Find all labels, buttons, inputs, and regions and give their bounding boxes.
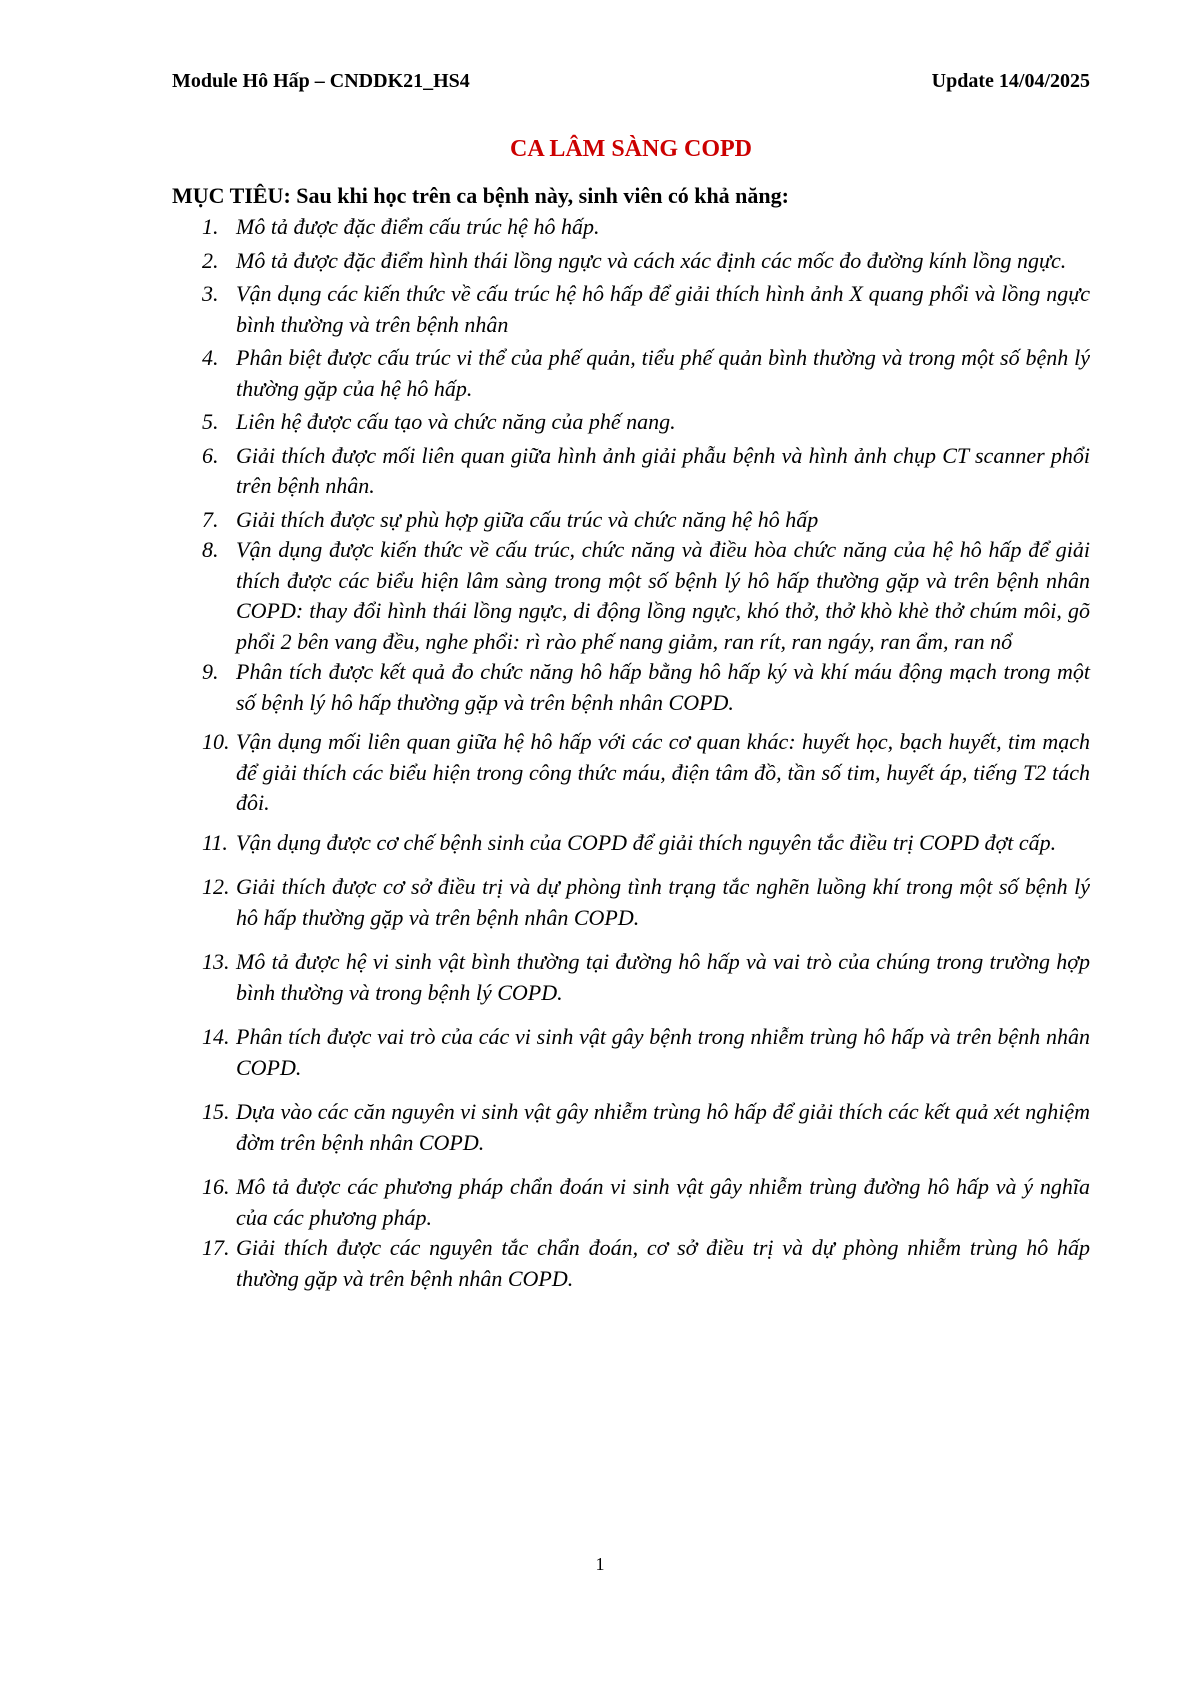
list-item-text: Giải thích được mối liên quan giữa hình ảnh giải phẫu bệnh và hình ảnh chụp CT scanner phổi trên bệnh nhân. (236, 442, 1090, 498)
list-item (172, 441, 1090, 502)
objective-heading (172, 183, 1090, 209)
list-item-number: 9. (202, 659, 219, 684)
list-item (172, 1022, 1090, 1083)
list-item (172, 407, 1090, 438)
list-item-text: Vận dụng được cơ chế bệnh sinh của COPD để giải thích nguyên tắc điều trị COPD đợt cấp. (236, 829, 1057, 855)
objectives-list (172, 212, 1090, 1294)
list-item-text: Dựa vào các căn nguyên vi sinh vật gây nhiễm trùng hô hấp để giải thích các kết quả xét nghiệm đờm trên bệnh nhân COPD. (236, 1099, 1090, 1155)
list-item-number: 17. (202, 1235, 230, 1260)
list-item-number: 13. (202, 949, 230, 974)
list-item-text: Vận dụng được kiến thức về cấu trúc, chức năng và điều hòa chức năng của hệ hô hấp để giải thích được các biểu hiện lâm sàng trong một số bệnh lý hô hấp thường gặp và trên bệnh nhân COPD: thay đổi hình thái lồng ngực, di động lồng ngực, khó thở, thở khò khè thở chúm môi, gõ phổi 2 bên vang đều, nghe phổi: rì rào phế nang giảm, ran rít, ran ngáy, ran ẩm, ran nổ (236, 537, 1090, 654)
objective-intro: : Sau khi học trên ca bệnh này, sinh viên có khả năng: (283, 183, 789, 208)
list-item (172, 1097, 1090, 1158)
list-item-text: Giải thích được sự phù hợp giữa cấu trúc và chức năng hệ hô hấp (236, 506, 819, 532)
list-item (172, 947, 1090, 1008)
list-item (172, 505, 1090, 536)
list-item-text: Giải thích được cơ sở điều trị và dự phòng tình trạng tắc nghẽn luồng khí trong một số bệnh lý hô hấp thường gặp và trên bệnh nhân COPD. (236, 874, 1090, 930)
page-header (172, 70, 1090, 102)
list-item-text: Mô tả được các phương pháp chẩn đoán vi sinh vật gây nhiễm trùng đường hô hấp và ý nghĩa của các phương pháp. (236, 1174, 1090, 1230)
list-item-number: 2. (202, 247, 219, 273)
list-item (172, 727, 1090, 819)
list-item-number: 12. (202, 874, 230, 899)
list-item (172, 212, 1090, 243)
list-item-text: Mô tả được hệ vi sinh vật bình thường tại đường hô hấp và vai trò của chúng trong trường hợp bình thường và trong bệnh lý COPD. (236, 949, 1090, 1005)
list-item-text: Phân tích được kết quả đo chức năng hô hấp bằng hô hấp ký và khí máu động mạch trong một số bệnh lý hô hấp thường gặp và trên bệnh nhân COPD. (236, 659, 1090, 715)
list-item-number: 16. (202, 1174, 230, 1199)
header-module-label: Module Hô Hấp – CNDDK21_HS4 (172, 70, 470, 92)
list-item (172, 343, 1090, 404)
document-title: CA LÂM SÀNG COPD (509, 136, 752, 162)
header-update-date: Update 14/04/2025 (931, 70, 1090, 92)
list-item (172, 535, 1090, 657)
list-item (172, 279, 1090, 340)
list-item-text: Phân biệt được cấu trúc vi thể của phế quản, tiểu phế quản bình thường và trong một số bệnh lý thường gặp của hệ hô hấp. (236, 345, 1090, 401)
list-item (172, 1233, 1090, 1294)
list-item-number: 1. (202, 214, 219, 239)
page-number: 1 (595, 1554, 605, 1574)
list-item-number: 14. (202, 1024, 230, 1049)
list-item-text: Liên hệ được cấu tạo và chức năng của phế nang. (236, 409, 676, 434)
list-item-number: 3. (202, 281, 219, 306)
list-item (172, 246, 1090, 277)
list-item-number: 8. (202, 537, 219, 562)
list-item (172, 1172, 1090, 1233)
list-item (172, 828, 1090, 859)
list-item-number: 5. (202, 409, 219, 434)
list-item (172, 872, 1090, 933)
list-item-number: 6. (202, 442, 219, 468)
list-item-number: 4. (202, 345, 219, 370)
list-item-number: 7. (202, 506, 219, 532)
list-item-text: Giải thích được các nguyên tắc chẩn đoán, cơ sở điều trị và dự phòng nhiễm trùng hô hấp thường gặp và trên bệnh nhân COPD. (236, 1235, 1090, 1291)
list-item-number: 10. (202, 729, 230, 754)
list-item-text: Mô tả được đặc điểm cấu trúc hệ hô hấp. (236, 214, 600, 239)
list-item-text: Mô tả được đặc điểm hình thái lồng ngực và cách xác định các mốc đo đường kính lồng ngực. (236, 247, 1067, 273)
list-item-text: Phân tích được vai trò của các vi sinh vật gây bệnh trong nhiễm trùng hô hấp và trên bệnh nhân COPD. (236, 1024, 1090, 1080)
list-item-number: 15. (202, 1099, 230, 1124)
list-item (172, 657, 1090, 718)
list-item-text: Vận dụng mối liên quan giữa hệ hô hấp với các cơ quan khác: huyết học, bạch huyết, tim mạch để giải thích các biểu hiện trong công thức máu, điện tâm đồ, tần số tim, huyết áp, tiếng T2 tách đôi. (236, 729, 1090, 815)
objective-label: MỤC TIÊU (172, 183, 284, 208)
list-item-number: 11. (202, 829, 228, 855)
list-item-text: Vận dụng các kiến thức về cấu trúc hệ hô hấp để giải thích hình ảnh X quang phổi và lồng ngực bình thường và trên bệnh nhân (236, 281, 1090, 337)
